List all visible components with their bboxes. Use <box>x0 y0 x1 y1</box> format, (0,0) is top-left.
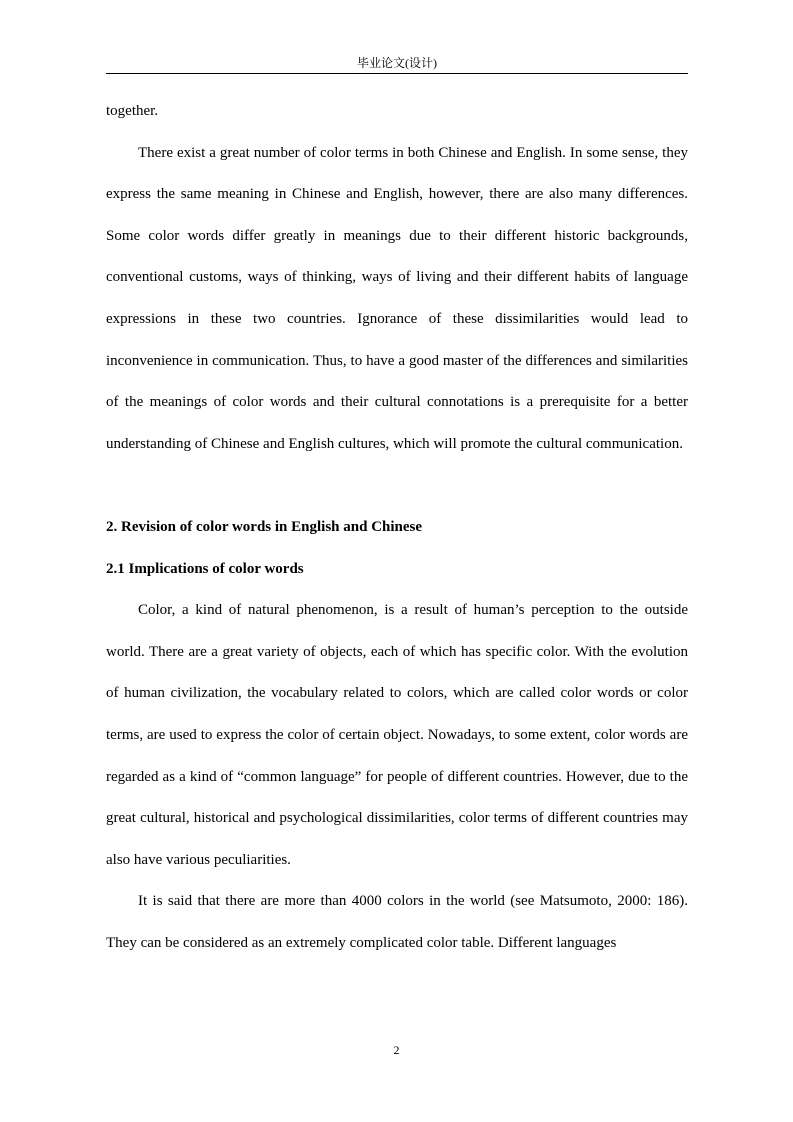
document-body <box>106 91 688 964</box>
paragraph-continuation: together. <box>106 103 159 119</box>
subsection-heading: 2.1 Implications of color words <box>106 560 304 577</box>
section-spacer <box>106 465 688 507</box>
section-heading: 2. Revision of color words in English and Chinese <box>106 518 423 535</box>
paragraph-intro: There exist a great number of color terms in both Chinese and English. In some sense, they express the same meaning in Chinese and English, however, there are also many differences. Some color words differ greatly in meanings due to their different historic backgrounds, conventional customs, ways of thinking, ways of living and their different habits of language expressions in these two countries. Ignorance of these dissimilarities would lead to inconvenience in communication. Thus, to have a good master of the differences and similarities of the meanings of color words and their cultural connotations is a prerequisite for a better understanding of Chinese and English cultures, which will promote the cultural communication. <box>106 144 688 452</box>
header-title: 毕业论文(设计) <box>357 56 437 70</box>
paragraph-matsumoto: It is said that there are more than 4000 colors in the world (see Matsumoto, 2000: 186). They can be considered as an extremely complicated color table. Different languages <box>106 893 688 951</box>
paragraph-color: Color, a kind of natural phenomenon, is a result of human’s perception to the outside world. There are a great variety of objects, each of which has specific color. With the evolution of human civilization, the vocabulary related to colors, which are called color words or color terms, are used to express the color of certain object. Nowadays, to some extent, color words are regarded as a kind of “common language” for people of different countries. However, due to the great cultural, historical and psychological dissimilarities, color terms of different countries may also have various peculiarities. <box>106 602 688 868</box>
page-header <box>106 56 688 74</box>
page-number: 2 <box>393 1043 400 1057</box>
